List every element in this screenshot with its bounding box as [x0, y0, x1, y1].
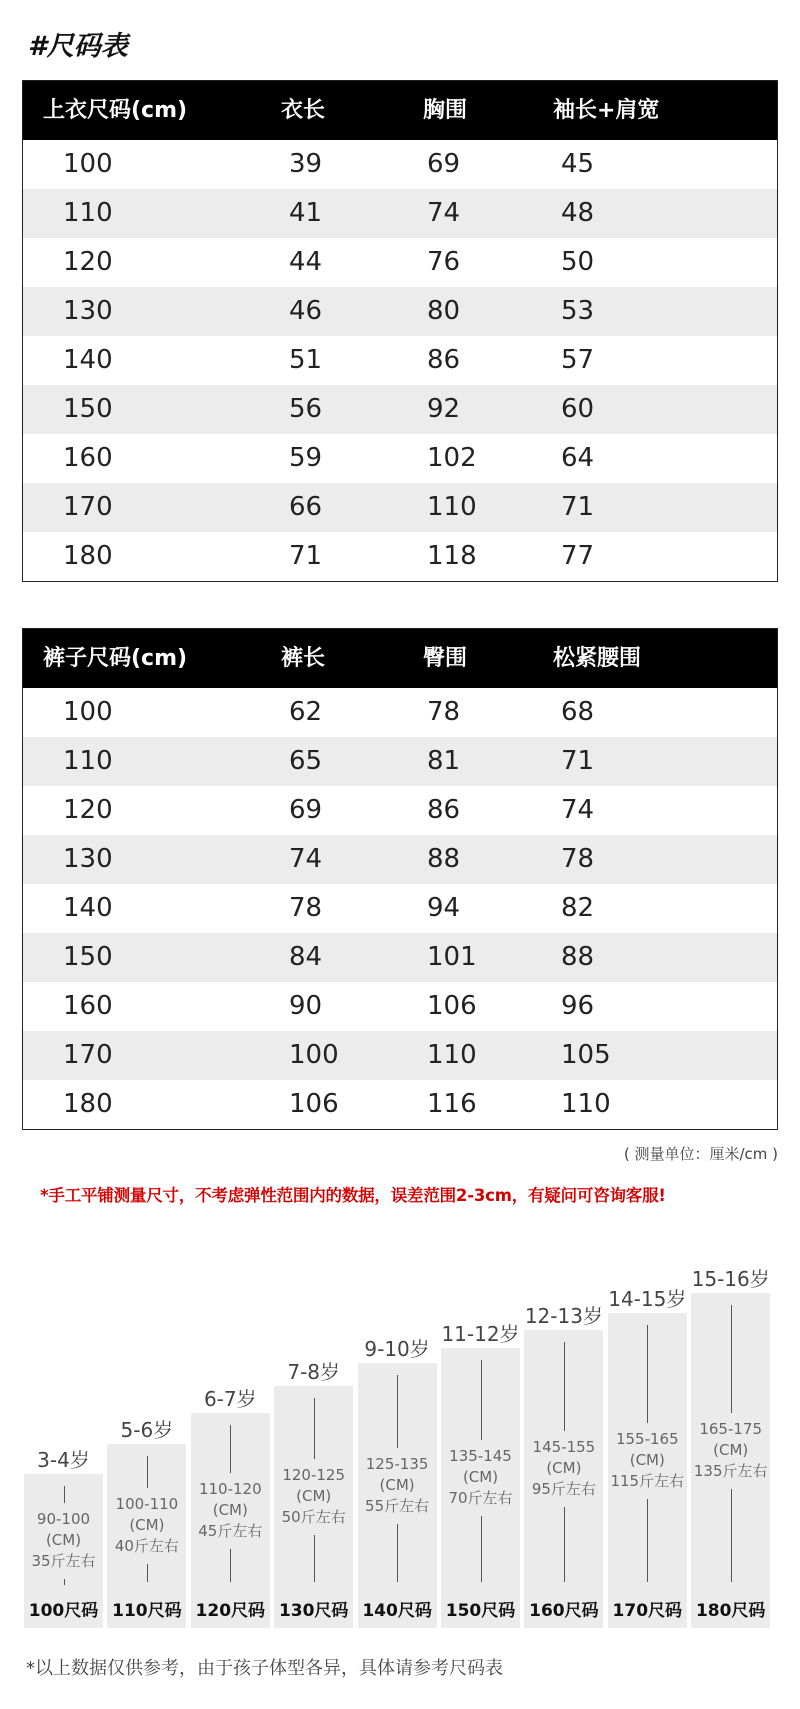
pants-size-table — [22, 628, 778, 1130]
cell: 71 — [289, 541, 323, 571]
height-range: 135-145 — [449, 1447, 512, 1465]
divider-line — [731, 1489, 732, 1583]
divider-line — [397, 1524, 398, 1583]
age-label: 6-7岁 — [203, 1387, 257, 1411]
weight-range: 95斤左右 — [531, 1480, 596, 1498]
cell: 56 — [289, 394, 323, 424]
table-row — [23, 1080, 777, 1129]
height-unit: (CM) — [629, 1450, 665, 1469]
cell: 106 — [427, 991, 477, 1021]
cell: 100 — [63, 149, 113, 179]
cell: 74 — [289, 844, 323, 874]
cell: 80 — [427, 296, 461, 326]
weight-range: 40斤左右 — [114, 1537, 179, 1555]
header-cell: 松紧腰围 — [553, 646, 642, 671]
table-row — [23, 287, 777, 336]
cell: 130 — [63, 844, 113, 874]
cell: 78 — [289, 893, 323, 923]
weight-range: 55斤左右 — [365, 1496, 430, 1515]
age-label: 15-16岁 — [691, 1267, 770, 1291]
cell: 130 — [63, 296, 113, 326]
height-range: 100-110 — [115, 1495, 179, 1513]
cell: 180 — [63, 541, 113, 571]
cell: 50 — [561, 247, 595, 277]
height-unit: (CM) — [713, 1440, 749, 1459]
cell: 60 — [561, 394, 595, 424]
cell: 44 — [289, 247, 323, 277]
table-row — [23, 737, 777, 786]
cell: 86 — [427, 345, 461, 375]
cell: 74 — [427, 198, 461, 228]
cell: 118 — [427, 541, 477, 571]
cell: 116 — [427, 1089, 477, 1119]
cell: 77 — [561, 541, 595, 571]
table-row — [23, 434, 777, 483]
cell: 71 — [561, 746, 595, 776]
divider-line — [314, 1535, 315, 1582]
cell: 84 — [289, 942, 323, 972]
divider-line — [147, 1564, 148, 1582]
size-label: 110尺码 — [112, 1601, 182, 1621]
divider-line — [397, 1375, 398, 1448]
measurement-unit-note: ( 测量单位：厘米/cm ) — [623, 1145, 778, 1163]
pants-table-header — [23, 629, 777, 688]
cell: 160 — [63, 443, 113, 473]
table-row — [23, 835, 777, 884]
cell: 140 — [63, 893, 113, 923]
cell: 51 — [289, 345, 323, 375]
cell: 62 — [289, 697, 323, 727]
divider-line — [647, 1325, 648, 1423]
size-label: 160尺码 — [529, 1601, 599, 1621]
table-row — [23, 385, 777, 434]
cell: 69 — [289, 795, 323, 825]
weight-range: 115斤左右 — [610, 1471, 685, 1490]
size-label: 150尺码 — [445, 1601, 516, 1621]
cell: 90 — [289, 991, 323, 1021]
weight-range: 70斤左右 — [448, 1489, 513, 1507]
size-label: 100尺码 — [28, 1601, 99, 1621]
size-label: 120尺码 — [195, 1601, 266, 1621]
table-row — [23, 140, 777, 189]
cell: 71 — [561, 492, 595, 522]
cell: 57 — [561, 345, 595, 375]
cell: 150 — [63, 394, 113, 424]
size-label: 130尺码 — [278, 1601, 349, 1621]
cell: 66 — [289, 492, 323, 522]
height-range: 155-165 — [615, 1429, 679, 1448]
age-label: 7-8岁 — [287, 1360, 341, 1384]
measurement-disclaimer: *手工平铺测量尺寸，不考虑弹性范围内的数据，误差范围2-3cm，有疑问可咨询客服! — [40, 1186, 666, 1205]
header-cell: 胸围 — [423, 98, 468, 123]
age-label: 11-12岁 — [441, 1322, 520, 1346]
age-label: 12-13岁 — [524, 1304, 603, 1328]
divider-line — [564, 1342, 565, 1431]
divider-line — [64, 1579, 65, 1585]
cell: 76 — [427, 247, 461, 277]
height-unit: (CM) — [379, 1475, 415, 1494]
table-row — [23, 189, 777, 238]
cell: 110 — [561, 1089, 611, 1119]
height-range: 165-175 — [699, 1419, 763, 1438]
divider-line — [731, 1305, 732, 1413]
cell: 106 — [289, 1089, 339, 1119]
cell: 41 — [289, 198, 323, 228]
cell: 100 — [289, 1040, 339, 1070]
table-row — [23, 982, 777, 1031]
height-range: 90-100 — [36, 1510, 91, 1528]
cell: 65 — [289, 746, 323, 776]
tops-size-table — [22, 80, 778, 582]
cell: 120 — [63, 795, 113, 825]
tops-table-header — [23, 81, 777, 140]
cell: 82 — [561, 893, 595, 923]
height-range: 125-135 — [365, 1454, 429, 1473]
divider-line — [64, 1486, 65, 1503]
age-label: 9-10岁 — [364, 1337, 430, 1361]
divider-line — [647, 1499, 648, 1583]
cell: 110 — [63, 198, 113, 228]
cell: 110 — [63, 746, 113, 776]
divider-line — [564, 1507, 565, 1582]
cell: 88 — [561, 942, 595, 972]
cell: 105 — [561, 1040, 611, 1070]
header-cell: 衣长 — [281, 98, 326, 123]
weight-range: 50斤左右 — [281, 1508, 346, 1526]
table-row — [23, 1031, 777, 1080]
cell: 120 — [63, 247, 113, 277]
age-size-guide — [0, 1240, 800, 1630]
height-range: 120-125 — [282, 1466, 346, 1484]
cell: 39 — [289, 149, 323, 179]
divider-line — [481, 1516, 482, 1582]
height-unit: (CM) — [212, 1500, 248, 1519]
cell: 86 — [427, 795, 461, 825]
cell: 180 — [63, 1089, 113, 1119]
cell: 170 — [63, 492, 113, 522]
cell: 74 — [561, 795, 595, 825]
age-label: 5-6岁 — [120, 1418, 174, 1442]
cell: 110 — [427, 492, 477, 522]
height-range: 145-155 — [532, 1438, 596, 1456]
header-cell: 裤长 — [281, 646, 326, 671]
cell: 78 — [561, 844, 595, 874]
size-label: 170尺码 — [612, 1601, 683, 1621]
size-label: 140尺码 — [362, 1601, 432, 1621]
divider-line — [481, 1360, 482, 1440]
header-cell: 上衣尺码(cm) — [43, 98, 188, 123]
divider-line — [230, 1549, 231, 1583]
header-cell: 臀围 — [423, 646, 468, 671]
height-unit: (CM) — [45, 1531, 82, 1549]
header-cell: 袖长+肩宽 — [553, 98, 660, 123]
cell: 150 — [63, 942, 113, 972]
divider-line — [147, 1456, 148, 1488]
cell: 94 — [427, 893, 461, 923]
cell: 96 — [561, 991, 595, 1021]
table-row — [23, 336, 777, 385]
cell: 88 — [427, 844, 461, 874]
cell: 100 — [63, 697, 113, 727]
cell: 170 — [63, 1040, 113, 1070]
weight-range: 45斤左右 — [198, 1521, 263, 1540]
height-unit: (CM) — [296, 1487, 332, 1505]
divider-line — [314, 1398, 315, 1459]
height-range: 110-120 — [198, 1479, 262, 1498]
footer-note: *以上数据仅供参考，由于孩子体型各异，具体请参考尺码表 — [26, 1658, 503, 1679]
divider-line — [230, 1425, 231, 1473]
cell: 53 — [561, 296, 595, 326]
cell: 64 — [561, 443, 595, 473]
cell: 78 — [427, 697, 461, 727]
header-cell: 裤子尺码(cm) — [43, 646, 188, 671]
cell: 160 — [63, 991, 113, 1021]
cell: 68 — [561, 697, 595, 727]
cell: 140 — [63, 345, 113, 375]
cell: 101 — [427, 942, 477, 972]
age-label: 14-15岁 — [608, 1287, 687, 1311]
cell: 92 — [427, 394, 461, 424]
cell: 46 — [289, 296, 323, 326]
weight-range: 35斤左右 — [31, 1552, 96, 1570]
cell: 45 — [561, 149, 595, 179]
table-row — [23, 688, 777, 737]
table-row — [23, 483, 777, 532]
table-row — [23, 884, 777, 933]
cell: 59 — [289, 443, 323, 473]
weight-range: 135斤左右 — [693, 1461, 768, 1480]
height-unit: (CM) — [129, 1516, 165, 1534]
size-label: 180尺码 — [695, 1601, 766, 1621]
cell: 102 — [427, 443, 477, 473]
age-label: 3-4岁 — [37, 1448, 90, 1472]
table-row — [23, 238, 777, 287]
table-row — [23, 532, 777, 581]
height-unit: (CM) — [546, 1459, 582, 1477]
cell: 48 — [561, 198, 595, 228]
table-row — [23, 786, 777, 835]
cell: 69 — [427, 149, 461, 179]
height-unit: (CM) — [462, 1468, 499, 1486]
page-title: #尺码表 — [28, 31, 128, 62]
cell: 110 — [427, 1040, 477, 1070]
table-row — [23, 933, 777, 982]
cell: 81 — [427, 746, 461, 776]
